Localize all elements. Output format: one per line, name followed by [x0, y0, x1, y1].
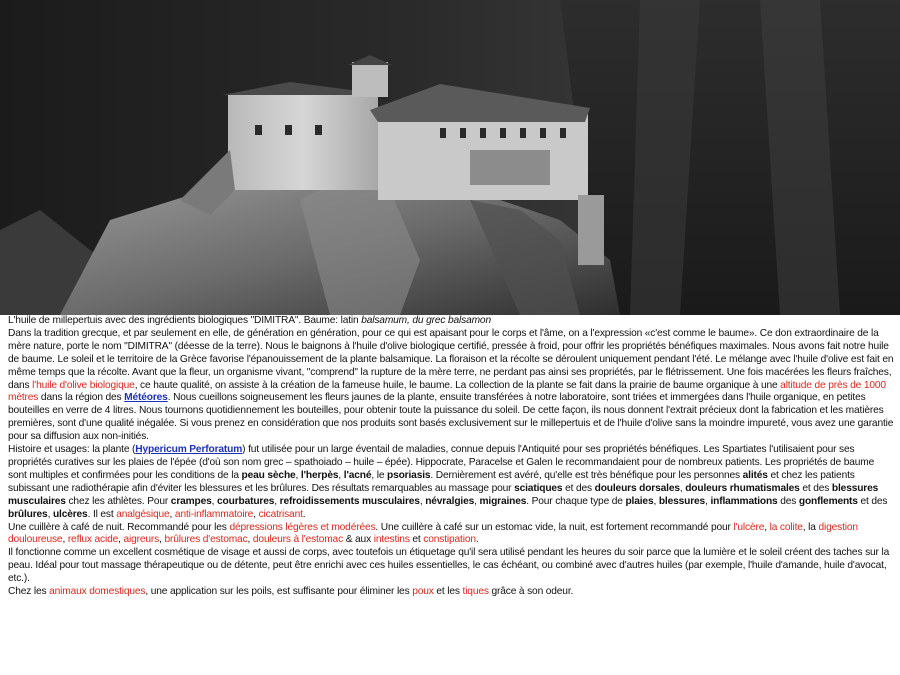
bold-text: refroidissements musculaires	[279, 495, 420, 507]
paragraph	[8, 328, 894, 444]
text-run: dans la région des	[38, 392, 125, 404]
text-run: ,	[419, 495, 426, 507]
link[interactable]: Hypericum Perforatum	[135, 444, 243, 456]
text-run: et les	[433, 586, 463, 598]
bold-text: douleurs rhumatismales	[685, 482, 800, 494]
paragraph	[8, 586, 894, 599]
text-run: ,	[159, 534, 165, 546]
bold-text: peau sèche	[241, 469, 296, 481]
text-run: ,	[764, 521, 770, 533]
text-run: .	[302, 508, 306, 520]
text-run: . Une cuillère à café sur un estomac vide, la nuit, est fortement recommandé pour	[375, 521, 734, 533]
text-run: , une application sur les poils, est suffisante pour éliminer les	[145, 586, 413, 598]
link[interactable]: Météores	[124, 392, 168, 404]
bold-text: ulcères	[52, 508, 88, 520]
bold-text: alités	[742, 469, 768, 481]
text-run: ,	[247, 534, 253, 546]
highlight-text: altitude de près de 1000 mètres	[8, 379, 886, 404]
text-run: .	[475, 534, 479, 546]
text-run: ) fut utilisée pour un large éventail de maladies, connue depuis l'Antiquité pour ses propriétés bénéfiques. Les Spartiates l'utilisaient pour ses propriétés curatives sur les plaies de l'épée (d'où son nom grec – spathoiado – huile – épée). Hippocrate, Paracelse et Galen le recommandaient pour de nombreux patients. Les propriétés de baume sont multiples et confirmées pour les conditions de la	[8, 444, 875, 481]
bold-text: l'acné	[343, 469, 372, 481]
highlight-text: tiques	[462, 586, 489, 598]
text-run: , ce haute qualité, on assiste à la création de la fameuse huile, le baume. La collection de la plante se fait dans la prairie de baume organique à une	[134, 379, 781, 391]
highlight-text: l'ulcère	[733, 521, 765, 533]
text-run: ,	[653, 495, 659, 507]
text-run: ,	[474, 495, 480, 507]
bold-text: inflammations	[710, 495, 778, 507]
bold-text: douleurs dorsales	[594, 482, 680, 494]
bold-text: névralgies	[425, 495, 475, 507]
highlight-text: cicatrisant	[258, 508, 303, 520]
highlight-text: intestins	[373, 534, 410, 546]
bold-text: l'herpès	[300, 469, 339, 481]
bold-text: blessures	[658, 495, 706, 507]
text-run: et chez les patients subissant une radiothérapie afin d'éviter les blessures et les brûlures. Des résultats remarquables au massage pour	[8, 469, 855, 494]
highlight-text: digestion douloureuse	[8, 521, 858, 546]
text-run: . Pour chaque type de	[526, 495, 626, 507]
meteora-monastery-photo	[0, 0, 900, 315]
highlight-text: constipation	[423, 534, 476, 546]
text-run: ,	[211, 495, 218, 507]
text-run: L'huile de millepertuis avec des ingrédients biologiques "DIMITRA". Baume: latin	[8, 315, 362, 326]
text-run: grâce à son odeur.	[488, 586, 574, 598]
paragraph	[8, 547, 894, 586]
bold-text: plaies	[625, 495, 654, 507]
bold-text: psoriasis	[387, 469, 431, 481]
text-run: ,	[169, 508, 175, 520]
paragraph	[8, 444, 894, 521]
text-run: ,	[253, 508, 259, 520]
text-run: et des	[799, 482, 832, 494]
bold-text: brûlures	[8, 508, 48, 520]
text-run: . Nous cueillons soigneusement les fleurs jaunes de la plante, ensuite transférées à notre laboratoire, sont triées et immergées dans l'huile organique, en petites bouteilles en verre de 4 litres. Nous tournons quotidiennement les bouteilles, pour obtenir toute la puissance du soleil. De cette façon, ils nous donnent l'extrait précieux dont la fabrication et les matières premières, sont d'une qualité inégalée. Si vous prenez en considération que nos produits sont basés exclusivement sur le millepertuis et de l'huile d'olive sans la moindre impureté, vous avez une garantie pour sa diffusion aux non-initiés.	[8, 392, 894, 443]
bold-text: courbatures	[217, 495, 275, 507]
highlight-text: douleurs à l'estomac	[252, 534, 344, 546]
text-run: , le	[371, 469, 388, 481]
paragraph	[8, 522, 894, 548]
paragraph	[8, 315, 894, 328]
highlight-text: l'huile d'olive biologique	[32, 379, 135, 391]
highlight-text: poux	[412, 586, 434, 598]
text-run: ,	[679, 482, 686, 494]
text-run: ,	[274, 495, 280, 507]
text-run: des	[777, 495, 799, 507]
highlight-text: brûlures d'estomac	[164, 534, 248, 546]
text-run: ,	[47, 508, 53, 520]
bold-text: migraines	[479, 495, 527, 507]
text-run: et	[409, 534, 424, 546]
highlight-text: la colite	[769, 521, 803, 533]
bold-text: gonflements	[798, 495, 858, 507]
bold-text: blessures musculaires	[8, 482, 879, 507]
text-run: ,	[118, 534, 124, 546]
article-text	[8, 315, 894, 599]
highlight-text: analgésique	[116, 508, 170, 520]
bold-text: crampes	[170, 495, 212, 507]
text-run: et des	[857, 495, 888, 507]
text-run: ,	[295, 469, 301, 481]
highlight-text: aigreurs	[123, 534, 160, 546]
text-run: balsamum, du grec balsamon	[361, 315, 491, 326]
text-run: Une cuillère à café de nuit. Recommandé pour les	[8, 521, 230, 533]
text-run: ,	[338, 469, 344, 481]
text-run: et des	[562, 482, 595, 494]
text-run: chez les athlètes. Pour	[65, 495, 171, 507]
text-run: . Dernièrement est avéré, qu'elle est très bénéfique pour les personnes	[430, 469, 743, 481]
highlight-text: anti-inflammatoire	[174, 508, 254, 520]
highlight-text: reflux acide	[67, 534, 119, 546]
text-run: ,	[62, 534, 68, 546]
text-run: Dans la tradition grecque, et par seulement en elle, de génération en génération, pour ce qui est apaisant pour le corps et l'âme, on a l'expression «c'est comme le baume». Ce don extraordinaire de la mère nature, porte le nom "DIMITRA" (déesse de la terre). Nous le baignons à l'huile d'olive biologique certifié, pressée à froid, pour offrir les propriétés bénéfiques maximales. Nous avons fait notre huile de baume. Le soleil et le territoire de la Grèce favorise l'épanouissement de la plante balsamique. La floraison et la récolte se déroulent uniquement pendant l'été. Le mélange avec l'huile d'olive est fait en même temps que la récolte. Avant que la fleur, un organisme vivant, "comprend" la rupture de la mère terre, ne perdant pas ainsi ses propriétés, par le flétrissement. Une fois macérées les fleurs fraîches, dans	[8, 327, 894, 391]
highlight-text: dépressions légères et modérées	[229, 521, 376, 533]
text-run: Histoire et usages: la plante (	[8, 444, 136, 456]
text-run: ,	[705, 495, 711, 507]
text-run: , la	[802, 521, 819, 533]
text-run: . Il est	[87, 508, 117, 520]
highlight-text: animaux domestiques	[49, 586, 146, 598]
text-run: Il fonctionne comme un excellent cosmétique de visage et aussi de corps, avec toutefois un étiquetage qu'il sera utilisé pendant les heures du soir parce que la lumière et le soleil créent des taches sur la peau. Idéal pour tout massage thérapeutique ou de détente, peut être enrichi avec ces huiles essentielles, le cas échéant, ou combiné avec d'autres huiles (par exemple, l'huile d'amande, huile d'avocat, etc.).	[8, 547, 890, 585]
bold-text: sciatiques	[514, 482, 563, 494]
text-run: & aux	[343, 534, 374, 546]
text-run: Chez les	[8, 586, 50, 598]
